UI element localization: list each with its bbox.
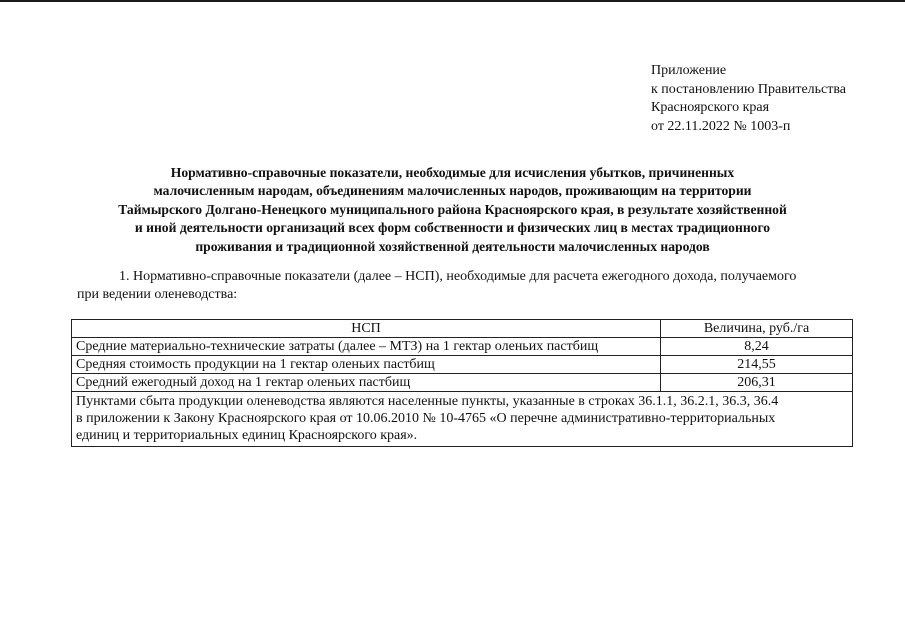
row-label: Средняя стоимость продукции на 1 гектар оленьих пастбищ [72, 356, 661, 374]
table-header-nsp: НСП [72, 320, 661, 338]
table-row [72, 338, 853, 356]
row-label: Средние материально-технические затраты (далее – МТЗ) на 1 гектар оленьих пастбищ [72, 338, 661, 356]
row-value: 206,31 [661, 374, 853, 392]
title-line: Нормативно-справочные показатели, необходимые для исчисления убытков, причиненных [170, 165, 735, 180]
appendix-line: Приложение [651, 63, 727, 78]
scan-edge-line [0, 0, 905, 2]
document-title [60, 164, 845, 256]
note-line: единиц и территориальных единиц Красноярского края». [76, 428, 418, 443]
appendix-header [651, 62, 846, 136]
table-header-value: Величина, руб./га [661, 320, 853, 338]
appendix-line: Красноярского края [651, 100, 770, 115]
note-line: Пунктами сбыта продукции оленеводства являются населенные пункты, указанные в строках 36.1.1, 36.2.1, 36.3, 36.4 [76, 394, 779, 409]
paragraph-line: при ведении оленеводства: [77, 287, 238, 302]
row-value: 214,55 [661, 356, 853, 374]
title-line: проживания и традиционной хозяйственной деятельности малочисленных народов [195, 238, 710, 254]
table-note [72, 392, 853, 447]
table-row [72, 356, 853, 374]
row-label: Средний ежегодный доход на 1 гектар оленьих пастбищ [72, 374, 661, 392]
table-note-row [72, 392, 853, 447]
paragraph-line: 1. Нормативно-справочные показатели (далее – НСП), необходимые для расчета ежегодного дохода, получаемого [119, 269, 797, 284]
body-paragraph [77, 268, 867, 304]
title-line: и иной деятельности организаций всех форм собственности и физических лиц в местах традиционного [134, 220, 771, 236]
title-line: малочисленным народам, объединениям малочисленных народов, проживающим на территории [153, 183, 752, 199]
note-line: в приложении к Закону Красноярского края от 10.06.2010 № 10-4765 «О перечне административно-территориальных [76, 411, 776, 426]
title-line: Таймырского Долгано-Ненецкого муниципального района Красноярского края, в результате хозяйственной [118, 201, 787, 217]
nsp-table [71, 319, 853, 447]
appendix-line: к постановлению Правительства [651, 81, 847, 97]
appendix-line: от 22.11.2022 № 1003-п [651, 118, 791, 134]
table-row [72, 374, 853, 392]
table-header-row [72, 320, 853, 338]
row-value: 8,24 [661, 338, 853, 356]
